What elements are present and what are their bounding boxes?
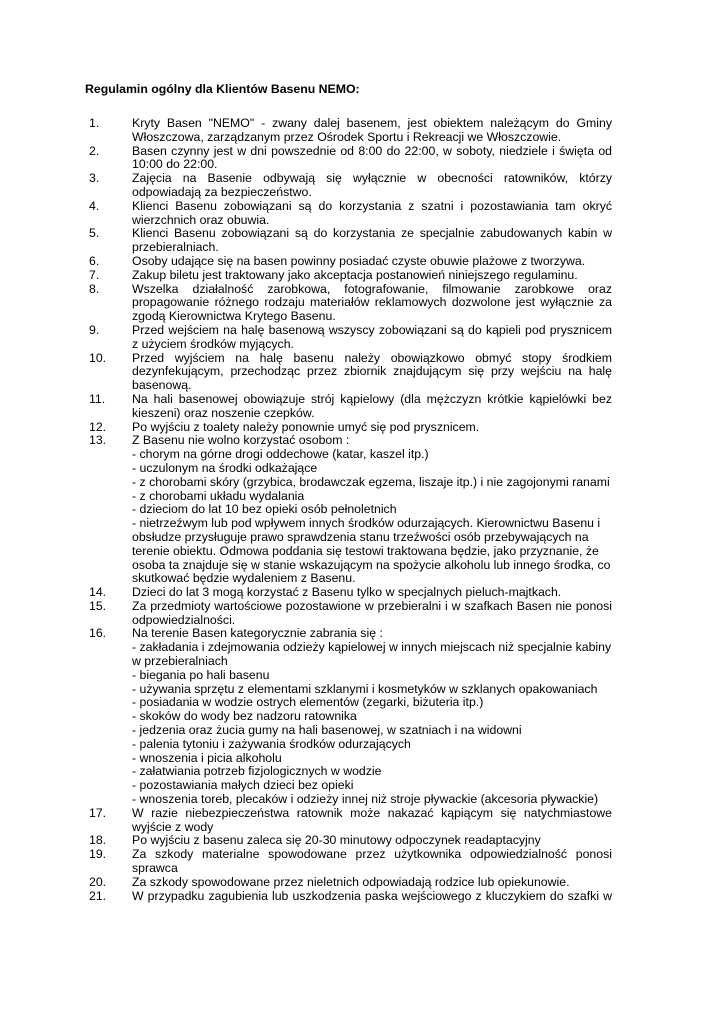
item-content <box>132 848 612 876</box>
item-content <box>132 172 612 200</box>
sub-item: - skoków do wody bez nadzoru ratownika <box>132 709 357 724</box>
item-text: Klienci Basenu zobowiązani są do korzystania z szatni i pozostawiania tam okryć wierzchnich oraz obuwia. <box>132 198 612 227</box>
item-number: 7. <box>89 267 100 282</box>
item-text: Przed wyjściem na halę basenu należy obowiązkowo obmyć stopy środkiem dezynfekującym, przechodząc przez zbiornik znajdującym się przy wejściu na halę basenową. <box>132 350 612 393</box>
sub-item: - palenia tytoniu i zażywania środków odurzających <box>132 736 411 751</box>
item-text: Po wyjściu z toalety należy ponownie umyć się pod prysznicem. <box>132 419 480 434</box>
item-content <box>132 600 612 628</box>
list-item <box>0 324 725 352</box>
list-item <box>0 627 725 806</box>
list-item <box>0 255 725 269</box>
item-content <box>132 324 612 352</box>
item-content <box>132 269 612 283</box>
item-text: Na terenie Basen kategorycznie zabrania się : <box>132 626 383 641</box>
item-text: Na hali basenowej obowiązuje strój kąpielowy (dla mężczyzn krótkie kąpielówki bez kieszeni) oraz noszenie czepków. <box>132 391 612 420</box>
list-item <box>0 145 725 173</box>
item-number: 13. <box>89 433 107 448</box>
list-item <box>0 421 725 435</box>
item-text: Po wyjściu z basenu zaleca się 20-30 minutowy odpoczynek readaptacyjny <box>132 833 541 848</box>
item-content <box>132 255 612 269</box>
sub-item: - biegania po hali basenu <box>132 667 270 682</box>
list-item <box>0 352 725 393</box>
list-item <box>0 269 725 283</box>
item-text: Za szkody spowodowane przez nieletnich odpowiadają rodzice lub opiekunowie. <box>132 874 570 889</box>
item-number: 20. <box>89 874 107 889</box>
item-content <box>132 200 612 228</box>
sub-item: - zakładania i zdejmowania odzieży kąpielowej w innych miejscach niż specjalnie kabiny w przebieralniach <box>132 640 612 669</box>
list-item <box>0 434 725 586</box>
item-number: 5. <box>89 226 100 241</box>
item-text: Wszelka działalność zarobkowa, fotografowanie, filmowanie zarobkowe oraz propagowanie różnego rodzaju materiałów reklamowych dozwolone jest wyłącznie za zgodą Kierownictwa Krytego Basenu. <box>132 281 612 324</box>
item-number: 1. <box>89 116 100 130</box>
list-item <box>0 227 725 255</box>
item-content <box>132 807 612 835</box>
item-content <box>132 393 612 421</box>
item-content <box>132 145 612 173</box>
item-content <box>132 352 612 393</box>
page-title: Regulamin ogólny dla Klientów Basenu NEMO: <box>85 82 360 96</box>
item-text: Z Basenu nie wolno korzystać osobom : <box>132 433 350 448</box>
item-content <box>132 876 612 890</box>
list-item <box>0 848 725 876</box>
item-number: 16. <box>89 626 107 641</box>
item-text: Za szkody materialne spowodowane przez użytkownika odpowiedzialność ponosi sprawca <box>132 847 612 876</box>
item-text: W razie niebezpieczeństwa ratownik może nakazać kąpiącym się natychmiastowe wyjście z wody <box>132 805 612 834</box>
item-content <box>132 834 612 848</box>
item-number: 15. <box>89 598 107 613</box>
sub-item: - dzieciom do lat 10 bez opieki osób pełnoletnich <box>132 502 397 517</box>
item-number: 2. <box>89 143 100 158</box>
item-text: Przed wejściem na halę basenową wszyscy zobowiązani są do kąpieli pod prysznicem z użyciem środków myjących. <box>132 322 612 351</box>
item-text: Basen czynny jest w dni powszednie od 8:00 do 22:00, w soboty, niedziele i święta od 10:00 do 22:00. <box>132 143 612 172</box>
list-item <box>0 600 725 628</box>
list-item <box>0 393 725 421</box>
item-text: W przypadku zagubienia lub uszkodzenia paska wejściowego z kluczykiem do szafki w <box>132 888 612 903</box>
list-item <box>0 807 725 835</box>
item-number: 4. <box>89 198 100 213</box>
item-number: 12. <box>89 419 107 434</box>
item-text: Dzieci do lat 3 mogą korzystać z Basenu tylko w specjalnych pieluch-majtkach. <box>132 585 562 600</box>
sub-item: - jedzenia oraz żucia gumy na hali basenowej, w szatniach i na widowni <box>132 723 522 738</box>
item-content <box>132 227 612 255</box>
item-number: 11. <box>89 391 106 406</box>
sub-item: - wnoszenia i picia alkoholu <box>132 750 282 765</box>
item-number: 18. <box>89 833 107 848</box>
item-text: Klienci Basenu zobowiązani są do korzystania ze specjalnie zabudowanych kabin w przebieralniach. <box>132 226 612 255</box>
item-content <box>132 117 612 145</box>
sub-item: - używania sprzętu z elementami szklanymi i kosmetyków w szklanych opakowaniach <box>132 681 598 696</box>
item-text: Zakup biletu jest traktowany jako akceptacja postanowień niniejszego regulaminu. <box>132 267 578 282</box>
sub-item: - z chorobami skóry (grzybica, brodawczak egzema, liszaje itp.) i nie zagojonymi ranami <box>132 474 610 489</box>
item-text: Kryty Basen "NEMO" - zwany dalej basenem, jest obiektem należącym do Gminy Włoszczowa, zarządzanym przez Ośrodek Sportu i Rekreacji we Włoszczowie. <box>132 116 612 144</box>
list-item <box>0 890 725 904</box>
item-number: 14. <box>89 585 107 600</box>
item-text: Zajęcia na Basenie odbywają się wyłącznie w obecności ratowników, którzy odpowiadają za bezpieczeństwo. <box>132 171 612 199</box>
item-content <box>132 586 612 600</box>
item-number: 17. <box>89 805 107 820</box>
item-number: 3. <box>89 171 100 186</box>
item-number: 9. <box>89 322 100 337</box>
list-item <box>0 876 725 890</box>
item-number: 6. <box>89 253 100 268</box>
item-number: 8. <box>89 281 100 296</box>
item-text: Osoby udające się na basen powinny posiadać czyste obuwie plażowe z tworzywa. <box>132 253 586 268</box>
item-number: 21. <box>89 888 107 903</box>
item-content <box>132 283 612 324</box>
item-text: Za przedmioty wartościowe pozostawione w przebieralni i w szafkach Basen nie ponosi odpowiedzialności. <box>132 598 612 627</box>
item-number: 19. <box>89 847 107 862</box>
sub-item: - pozostawiania małych dzieci bez opieki <box>132 778 354 793</box>
sub-item: - załatwiania potrzeb fizjologicznych w wodzie <box>132 764 382 779</box>
sub-item: - wnoszenia toreb, plecaków i odzieży innej niż stroje pływackie (akcesoria pływackie) <box>132 792 599 807</box>
item-content <box>132 627 612 806</box>
list-item <box>0 283 725 324</box>
item-content <box>132 890 612 904</box>
item-number: 10. <box>89 350 107 365</box>
rules-list <box>0 117 725 903</box>
sub-item: - posiadania w wodzie ostrych elementów (zegarki, biżuteria itp.) <box>132 695 484 710</box>
item-content <box>132 421 612 435</box>
sub-item: - uczulonym na środki odkażające <box>132 460 318 475</box>
sub-item: - nietrzeźwym lub pod wpływem innych środków odurzających. Kierownictwu Basenu i obsłudze przysługuje prawo sprawdzenia stanu trzeźwości osób przebywających na terenie obiektu. Odmowa poddania się testowi traktowana będzie, jako przyznanie, że osoba ta znajduje się w stanie wskazującym na spożycie alkoholu lub innego środka, co skutkować będzie wydaleniem z Basenu. <box>132 516 611 586</box>
sub-item: - z chorobami układu wydalania <box>132 488 305 503</box>
list-item <box>0 200 725 228</box>
item-content <box>132 434 612 586</box>
sub-item: - chorym na górne drogi oddechowe (katar, kaszel itp.) <box>132 447 429 462</box>
list-item <box>0 172 725 200</box>
list-item <box>0 586 725 600</box>
list-item <box>0 834 725 848</box>
list-item <box>0 117 725 145</box>
